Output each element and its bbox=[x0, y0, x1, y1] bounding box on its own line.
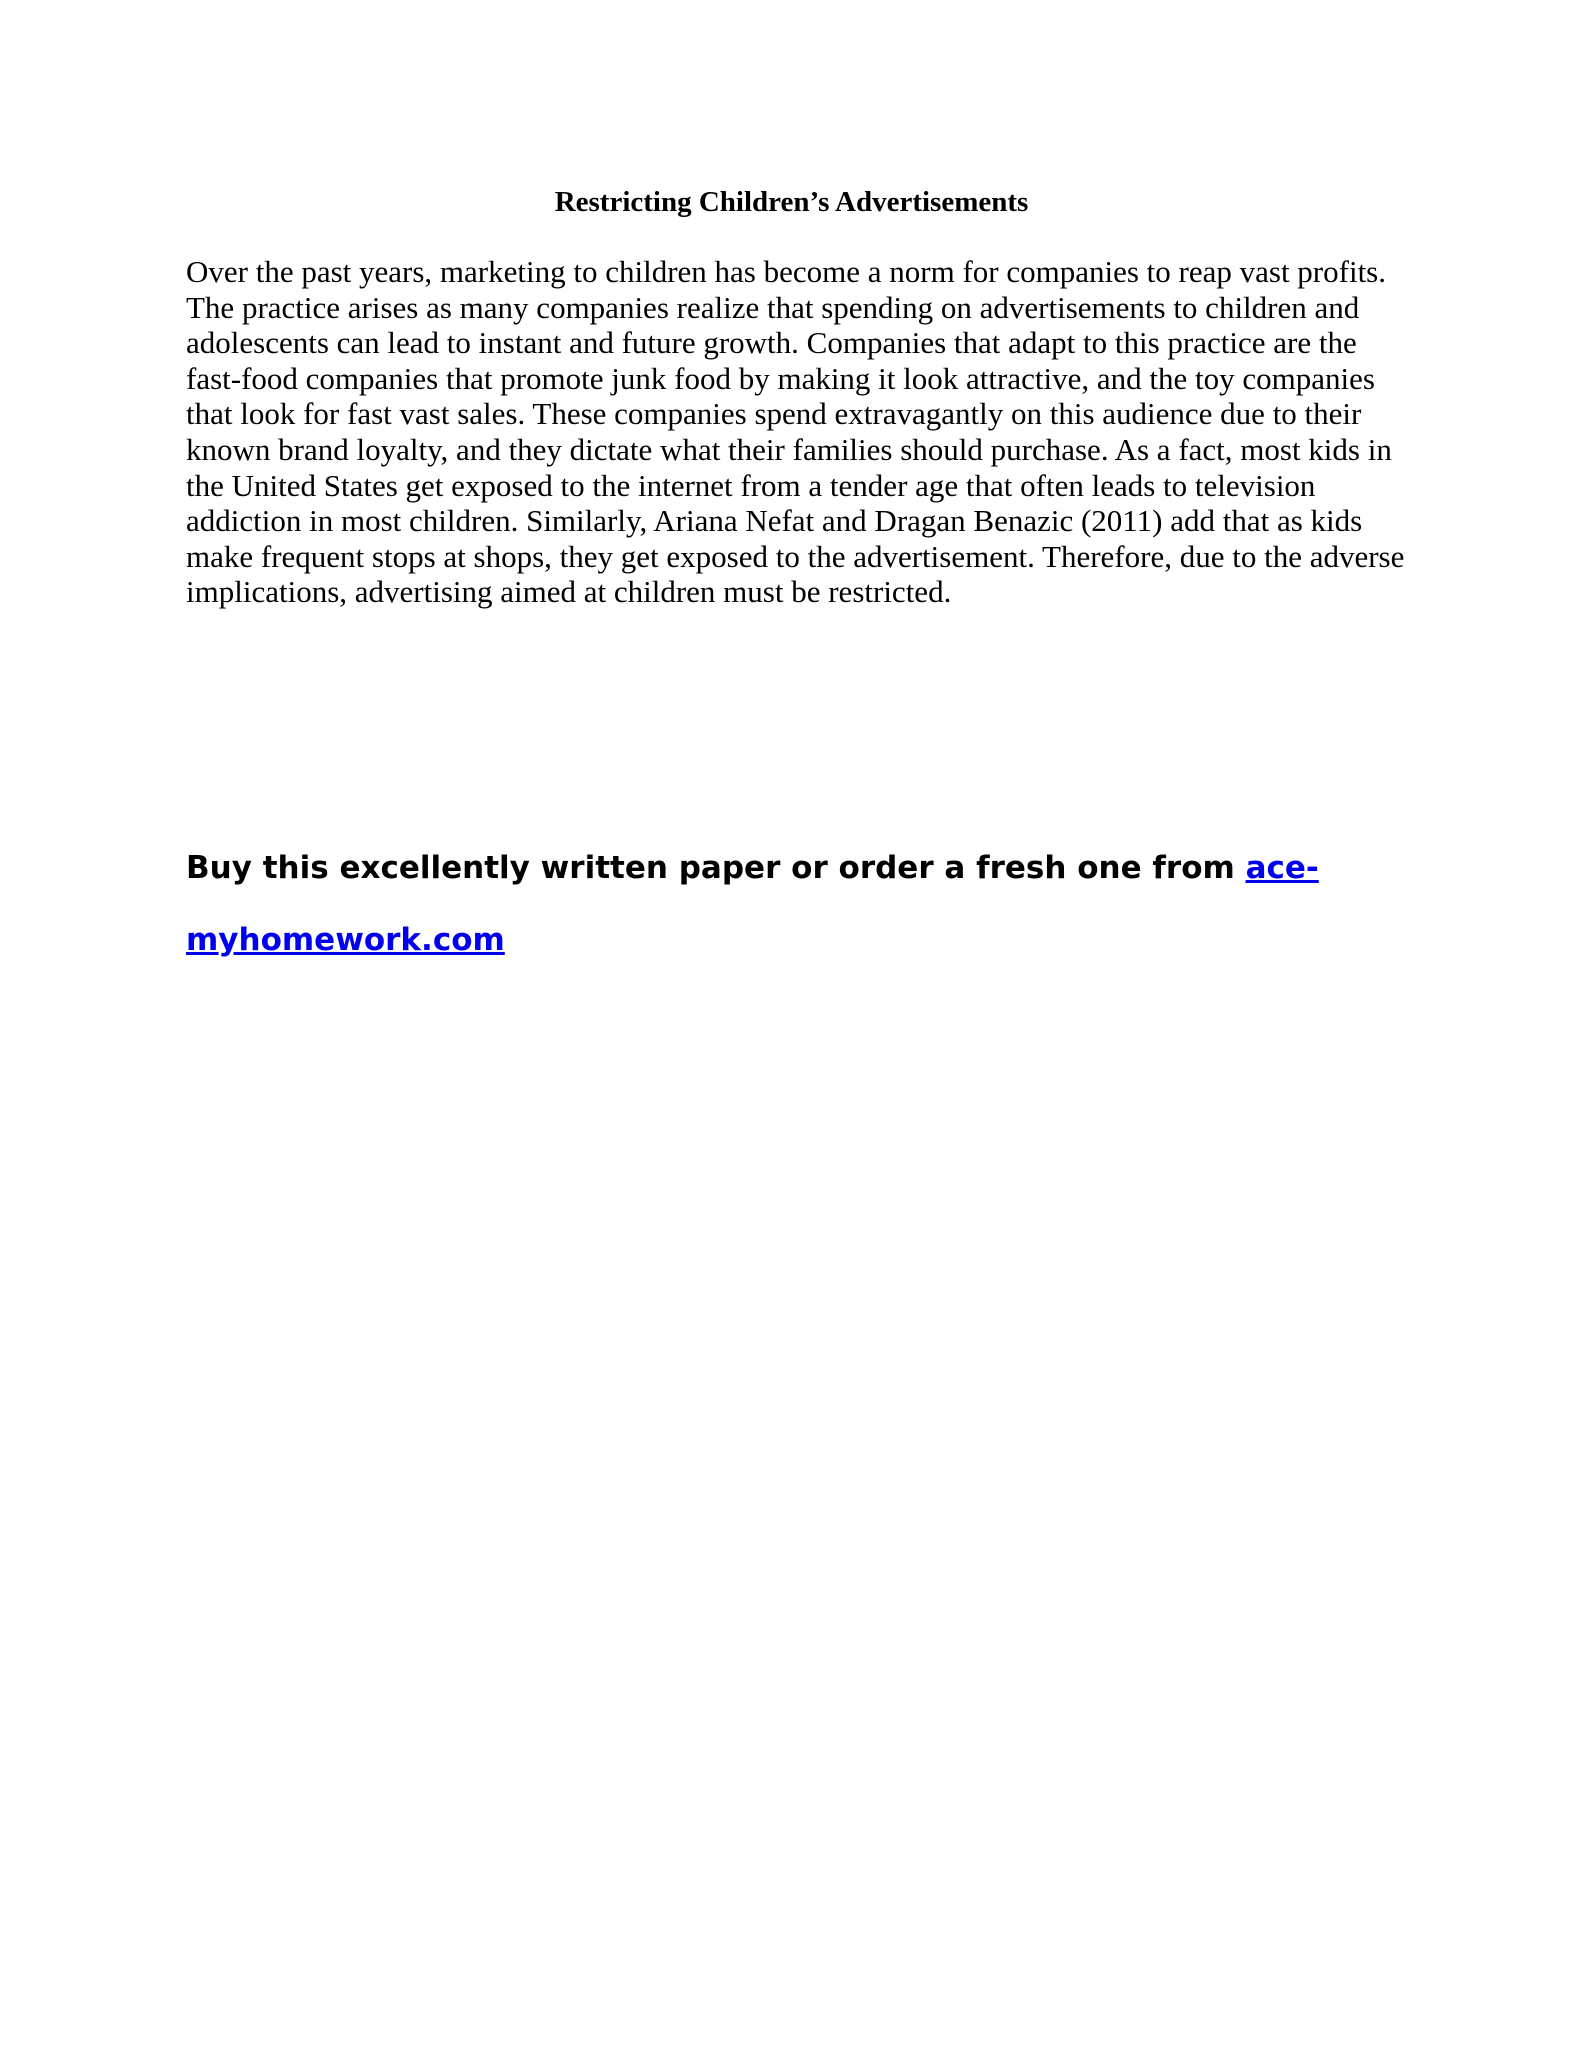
promo-text: Buy this excellently written paper or order a fresh one from bbox=[186, 850, 1246, 886]
promo-line bbox=[186, 832, 1416, 976]
document-title: Restricting Children’s Advertisements bbox=[554, 186, 1029, 218]
promo-link[interactable]: ace-myhomework.com bbox=[186, 850, 1319, 958]
body-paragraph: Over the past years, marketing to children has become a norm for companies to reap vast profits. The practice arises as many companies realize that spending on advertisements to children and adolescents can lead to instant and future growth. Companies that adapt to this practice are the fast-food companies that promote junk food by making it look attractive, and the toy companies that look for fast vast sales. These companies spend extravagantly on this audience due to their known brand loyalty, and they dictate what their families should purchase. As a fact, most kids in the United States get exposed to the internet from a tender age that often leads to television addiction in most children. Similarly, Ariana Nefat and Dragan Benazic (2011) add that as kids make frequent stops at shops, they get exposed to the advertisement. Therefore, due to the adverse implications, advertising aimed at children must be restricted. bbox=[186, 254, 1405, 610]
